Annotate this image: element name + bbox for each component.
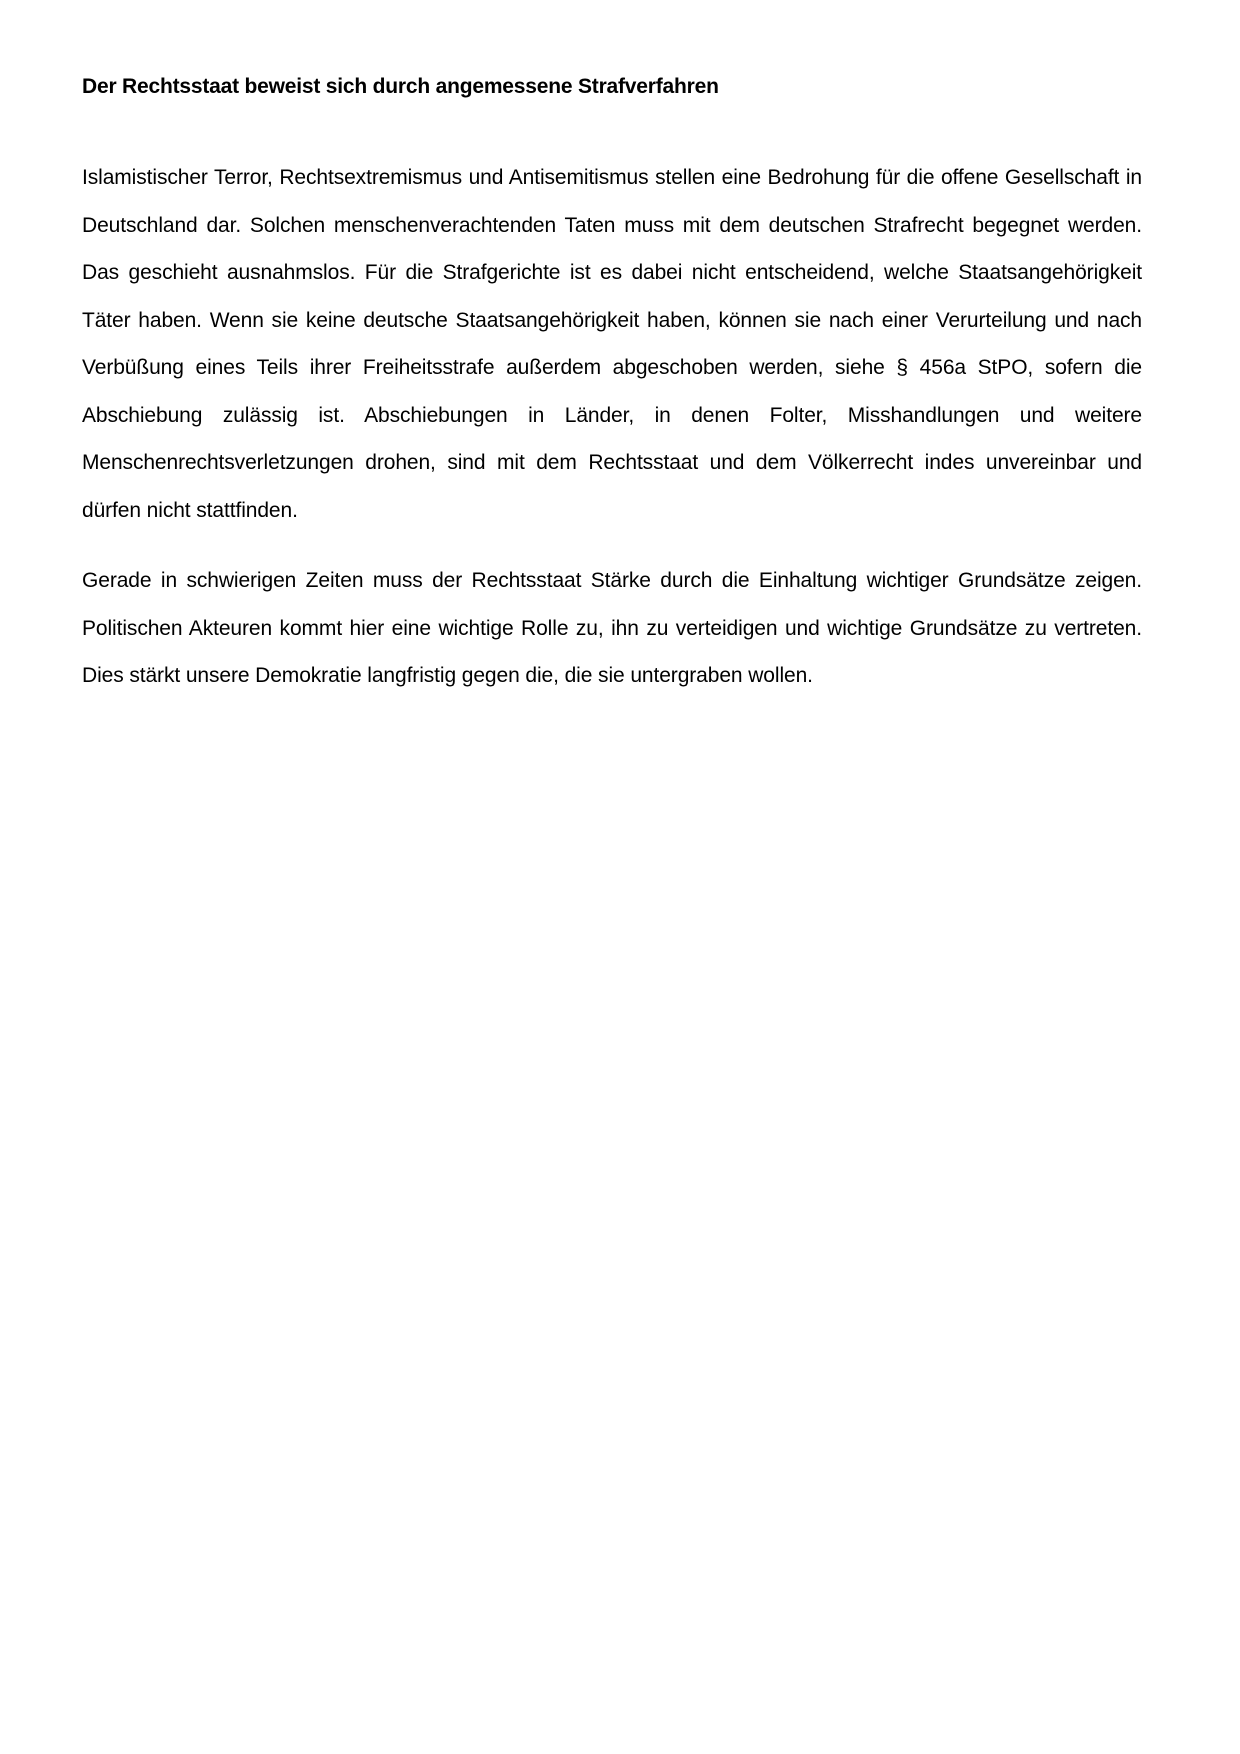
document-body bbox=[82, 72, 1142, 723]
paragraph-2: Gerade in schwierigen Zeiten muss der Rechtsstaat Stärke durch die Einhaltung wichtiger Grundsätze zeigen. Politischen Akteuren kommt hier eine wichtige Rolle zu, ihn zu verteidigen und wichtige Grundsätze zu vertreten. Dies stärkt unsere Demokratie langfristig gegen die, die sie untergraben wollen. bbox=[82, 569, 1142, 687]
document-title: Der Rechtsstaat beweist sich durch angemessene Strafverfahren bbox=[82, 75, 719, 98]
paragraph-1: Islamistischer Terror, Rechtsextremismus und Antisemitismus stellen eine Bedrohung für die offene Gesellschaft in Deutschland dar. Solchen menschenverachtenden Taten muss mit dem deutschen Strafrecht begegnet werden. Das geschieht ausnahmslos. Für die Strafgerichte ist es dabei nicht entscheidend, welche Staatsangehörigkeit Täter haben. Wenn sie keine deutsche Staatsangehörigkeit haben, können sie nach einer Verurteilung und nach Verbüßung eines Teils ihrer Freiheitsstrafe außerdem abgeschoben werden, siehe § 456a StPO, sofern die Abschiebung zulässig ist. Abschiebungen in Länder, in denen Folter, Misshandlungen und weitere Menschenrechtsverletzungen drohen, sind mit dem Rechtsstaat und dem Völkerrecht indes unvereinbar und dürfen nicht stattfinden. bbox=[82, 166, 1142, 522]
